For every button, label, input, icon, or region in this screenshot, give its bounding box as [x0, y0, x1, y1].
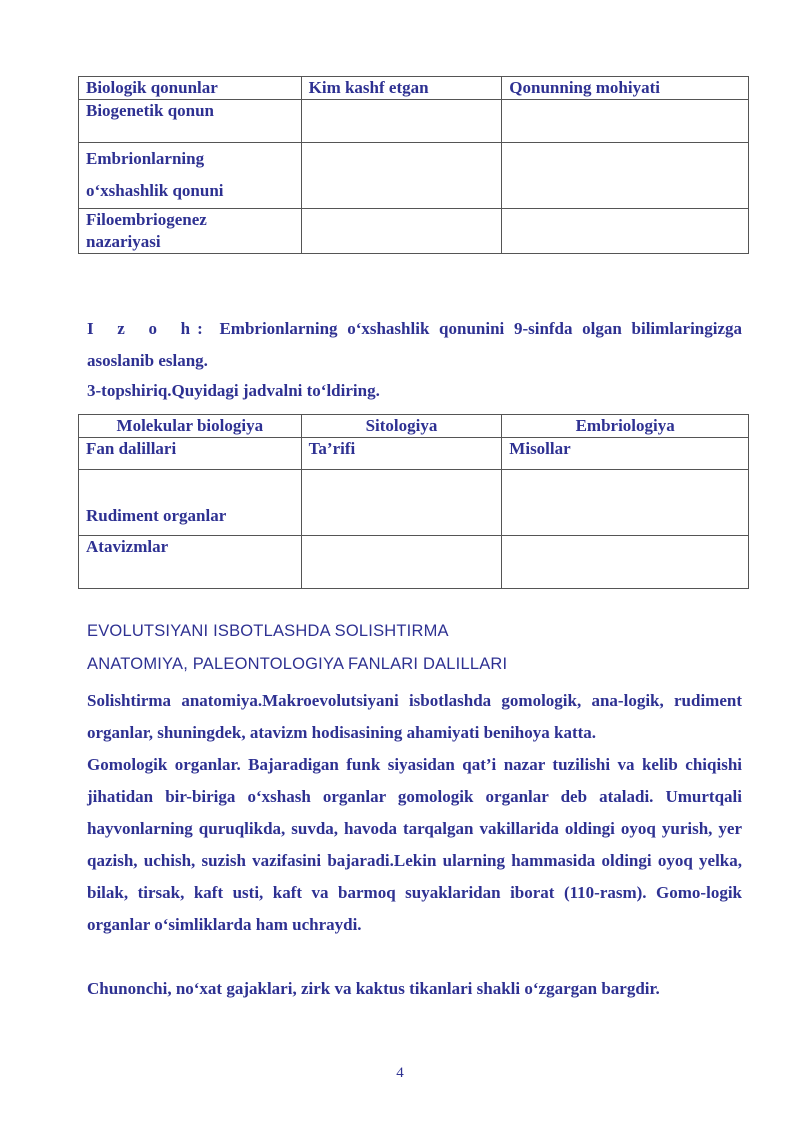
table-cell-line: Embrionlarning: [86, 149, 205, 168]
note-label: I z o h:: [87, 319, 210, 338]
table-cell: [502, 143, 749, 209]
table-cell: Fan dalillari: [79, 438, 302, 470]
table-row: [79, 143, 749, 209]
table-header-cell: Biologik qonunlar: [79, 77, 302, 100]
table-cell-line: o‘xshashlik qonuni: [86, 181, 224, 200]
paragraph-comparative-anatomy: Solishtirma anatomiya.Makroevolutsiyani isbotlashda gomologik, ana-logik, rudiment organlar, shuningdek, atavizm hodisasining ahamiyati benihoya katta.: [87, 691, 742, 742]
table-header-row: [79, 77, 749, 100]
note-text: Embrionlarning o‘xshashlik qonunini 9-sinfda olgan bilimlaringizga asoslanib eslang.: [87, 319, 743, 370]
task-title: 3-topshiriq.Quyidagi jadvalni to‘ldiring.: [87, 381, 380, 400]
table-row: [79, 209, 749, 254]
table-row: [79, 470, 749, 536]
paragraph-homologous-organs: Gomologik organlar. Bajaradigan funk siyasidan qat’i nazar tuzilishi va kelib chiqishi jihatidan bir-biriga o‘xshash organlar gomologik organlar deb ataladi. Umurtqali hayvonlarning quruqlikda, suvda, havoda tarqalgan vakillarida oldingi oyoq yurish, yer qazish, uchish, suzish vazifasini bajaradi.Lekin ularning hammasida oldingi oyoq yelka, bilak, tirsak, kaft usti, kaft va barmoq suyaklaridan iborat (110-rasm). Gomo-logik organlar o‘simliklarda ham uchraydi.: [87, 755, 742, 934]
table-subheader-row: [79, 438, 749, 470]
table-cell-text: Rudiment organlar: [86, 506, 227, 525]
note-paragraph: [87, 313, 742, 377]
table-header-cell: Embriologiya: [502, 415, 749, 438]
table-row: [79, 536, 749, 589]
evidence-table: [78, 414, 749, 589]
table-cell: [502, 209, 749, 254]
table-cell: [502, 100, 749, 143]
table-cell: [301, 536, 502, 589]
biological-laws-table: [78, 76, 749, 254]
table-cell: [79, 143, 302, 209]
table-cell: [79, 470, 302, 536]
table-row: [79, 100, 749, 143]
table-header-cell: Molekular biologiya: [79, 415, 302, 438]
table-cell: [502, 470, 749, 536]
paragraph-examples: Chunonchi, no‘xat gajaklari, zirk va kaktus tikanlari shakli o‘zgargan bargdir.: [87, 979, 660, 998]
table-cell: Atavizmlar: [79, 536, 302, 589]
table-cell: [301, 100, 502, 143]
table-header-cell: Kim kashf etgan: [301, 77, 502, 100]
table-cell: Misollar: [502, 438, 749, 470]
table-header-cell: Qonunning mohiyati: [502, 77, 749, 100]
table-cell: [502, 536, 749, 589]
page-number: 4: [396, 1065, 404, 1081]
table-cell-line: Filoembriogenez: [86, 210, 207, 229]
table-header-row: [79, 415, 749, 438]
table-cell: [301, 209, 502, 254]
table-cell: [79, 209, 302, 254]
table-cell-line: nazariyasi: [86, 232, 161, 251]
table-cell: Biogenetik qonun: [79, 100, 302, 143]
section-heading-line-2: ANATOMIYA, PALEONTOLOGIYA FANLARI DALILLARI: [87, 655, 508, 673]
table-cell: Ta’rifi: [301, 438, 502, 470]
section-heading-line-1: EVOLUTSIYANI ISBOTLASHDA SOLISHTIRMA: [87, 622, 449, 640]
table-cell: [301, 470, 502, 536]
table-header-cell: Sitologiya: [301, 415, 502, 438]
table-cell: [301, 143, 502, 209]
